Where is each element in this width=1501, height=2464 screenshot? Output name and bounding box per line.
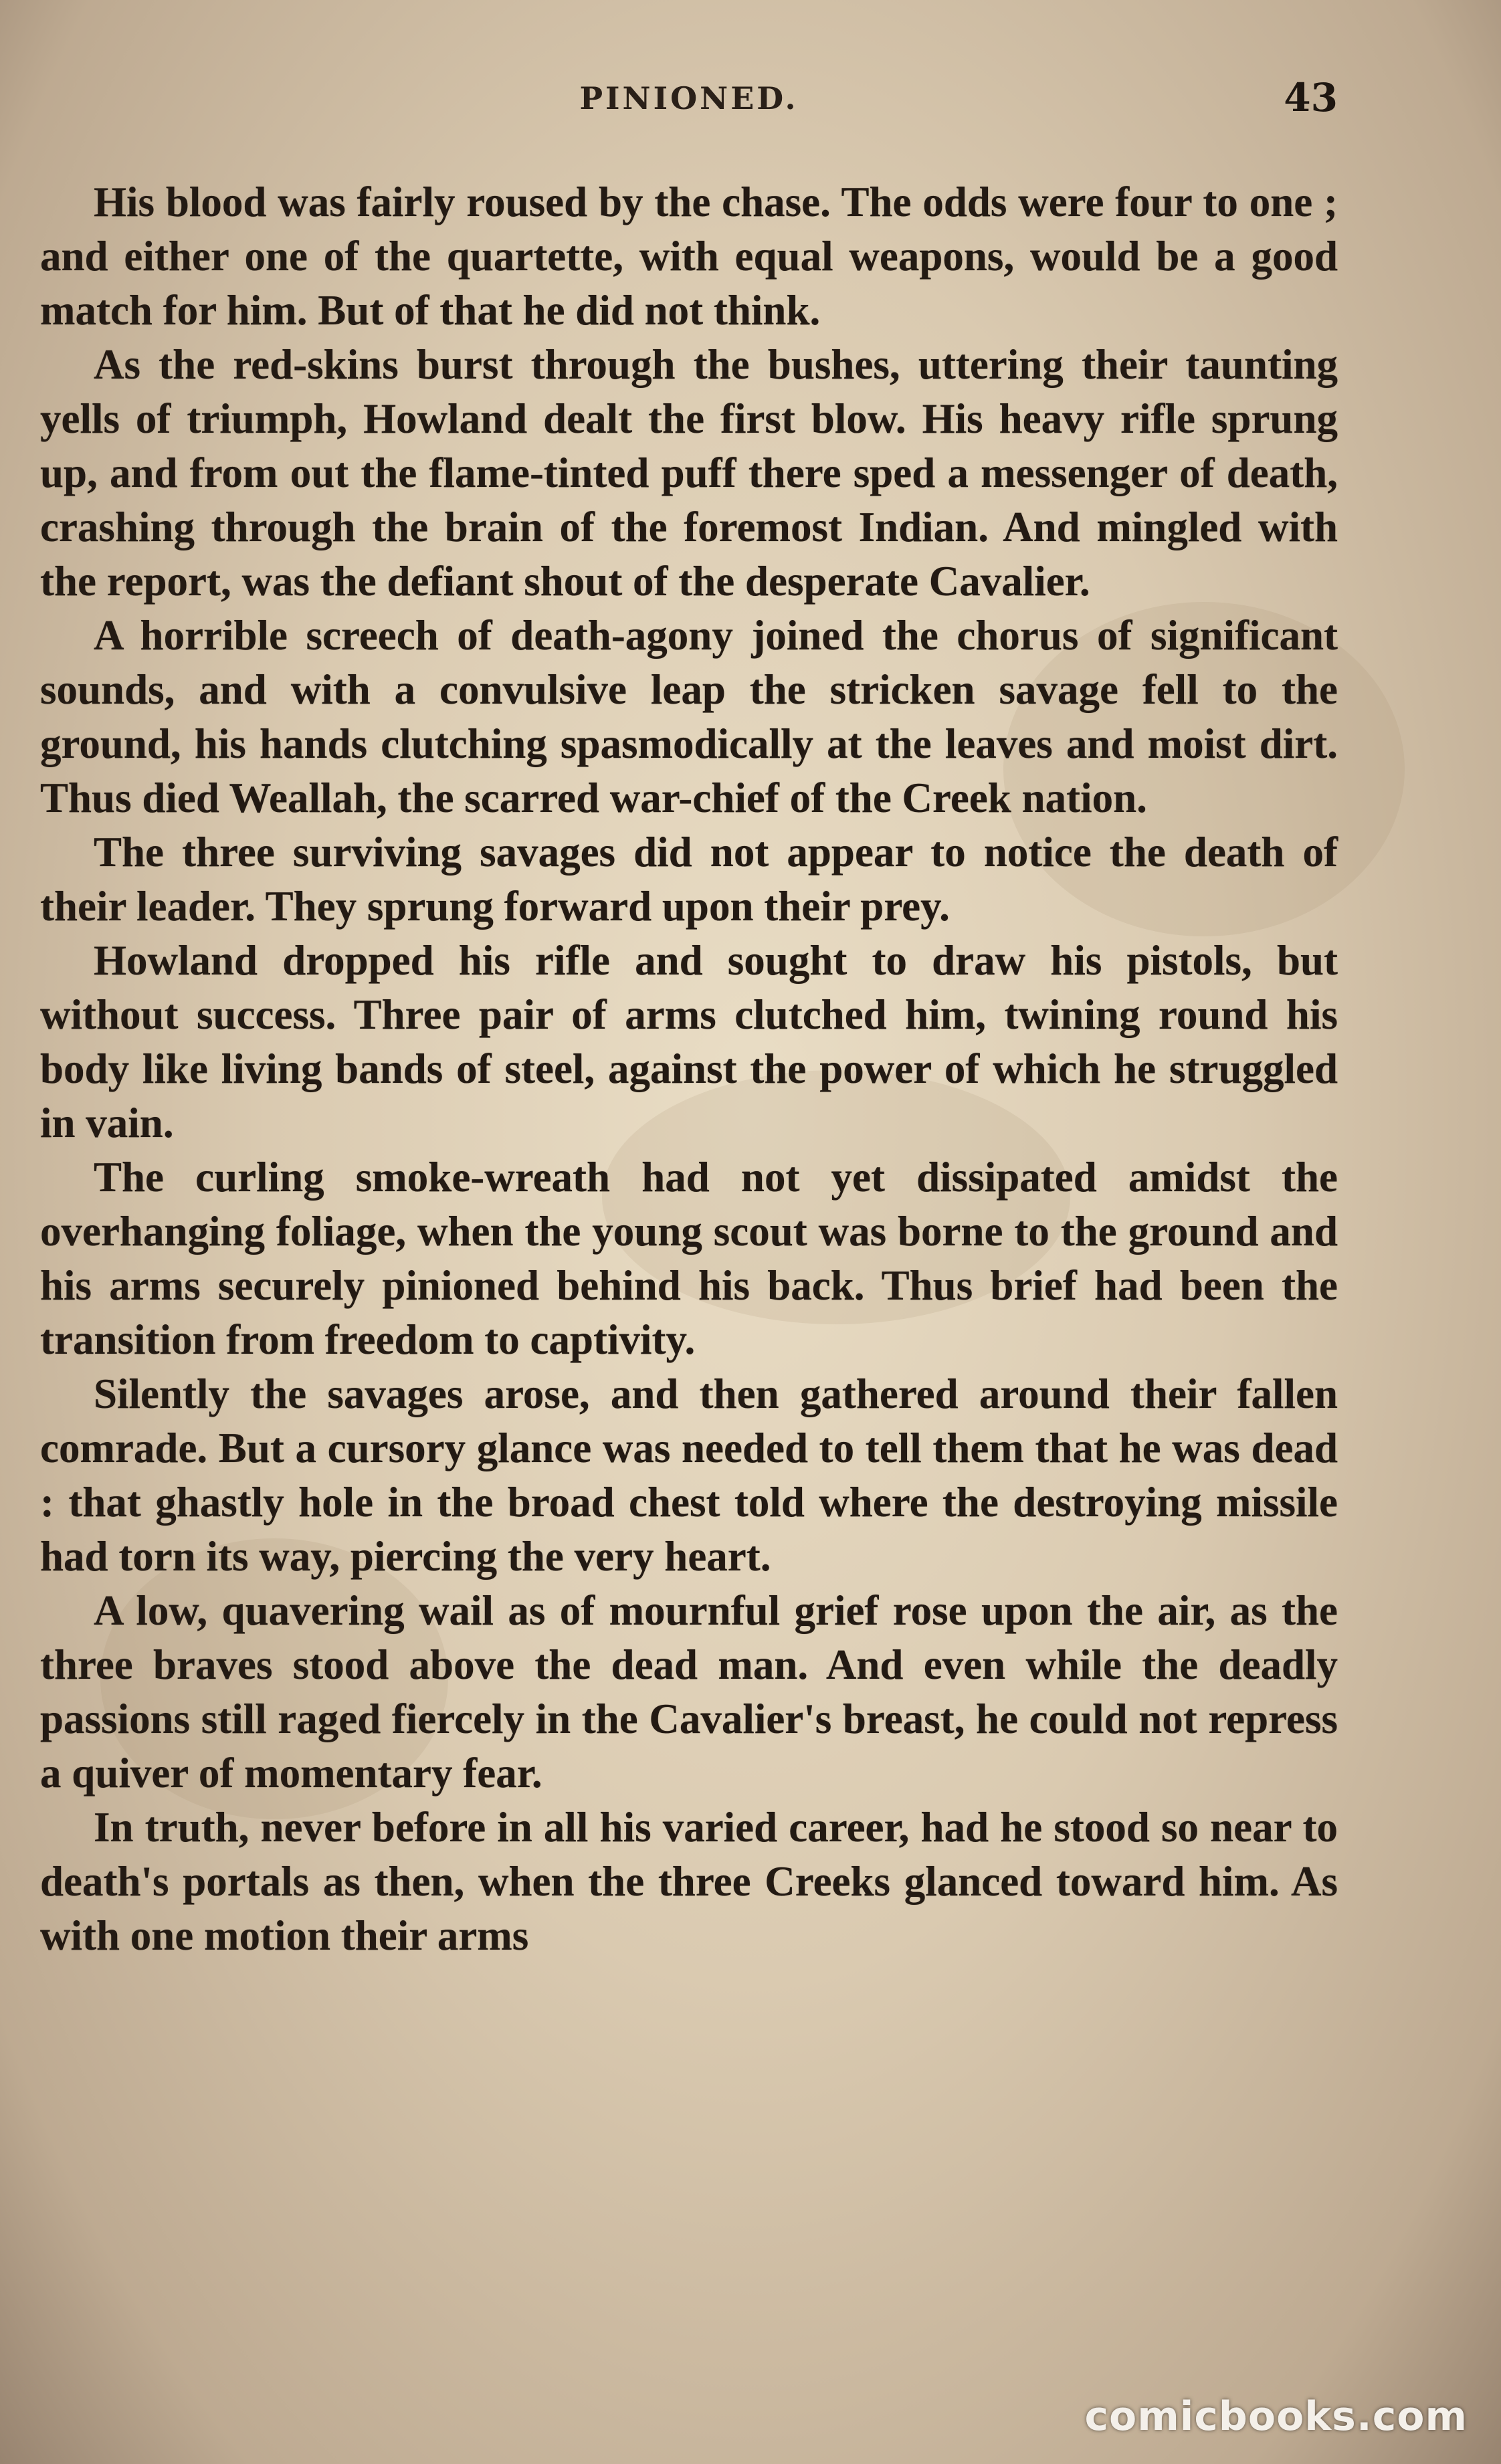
paragraph: As the red-skins burst through the bushes, uttering their taunting yells of triumph, Howland dealt the first blow. His heavy rifle sprung up, and from out the flame-tinted puff there sped a messenger of death, crashing through the brain of the foremost Indian. And mingled with the report, was the defiant shout of the desperate Cavalier.	[40, 341, 1338, 605]
paragraph: Silently the savages arose, and then gathered around their fallen comrade. But a cursory glance was needed to tell them that he was dead : that ghastly hole in the broad chest told where the destroying missile had torn its way, piercing the very heart.	[40, 1370, 1338, 1580]
watermark: comicbooks.com	[1084, 2393, 1468, 2440]
paragraph: Howland dropped his rifle and sought to draw his pistols, but without success. Three pair of arms clutched him, twining round his body like living bands of steel, against the power of which he struggled in vain.	[40, 937, 1338, 1146]
paragraph: A low, quavering wail as of mournful grief rose upon the air, as the three braves stood above the dead man. And even while the deadly passions still raged fiercely in the Cavalier's breast, he could not repress a quiver of momentary fear.	[40, 1587, 1338, 1796]
body-text	[40, 175, 1338, 1963]
paragraph: In truth, never before in all his varied career, had he stood so near to death's portals as then, when the three Creeks glanced toward him. As with one motion their arms	[40, 1804, 1338, 1959]
paragraph: The curling smoke-wreath had not yet dissipated amidst the overhanging foliage, when the young scout was borne to the ground and his arms securely pinioned behind his back. Thus brief had been the transition from freedom to captivity.	[40, 1154, 1338, 1363]
paragraph: The three surviving savages did not appear to notice the death of their leader. They sprung forward upon their prey.	[40, 829, 1338, 930]
page-number: 43	[1284, 75, 1338, 120]
paragraph: His blood was fairly roused by the chase. The odds were four to one ; and either one of the quartette, with equal weapons, would be a good match for him. But of that he did not think.	[40, 179, 1338, 334]
paragraph: A horrible screech of death-agony joined the chorus of significant sounds, and with a convulsive leap the stricken savage fell to the ground, his hands clutching spasmodically at the leaves and moist dirt. Thus died Weallah, the scarred war-chief of the Creek nation.	[40, 612, 1338, 821]
running-title: PINIONED.	[579, 80, 799, 116]
page-header	[40, 75, 1338, 135]
